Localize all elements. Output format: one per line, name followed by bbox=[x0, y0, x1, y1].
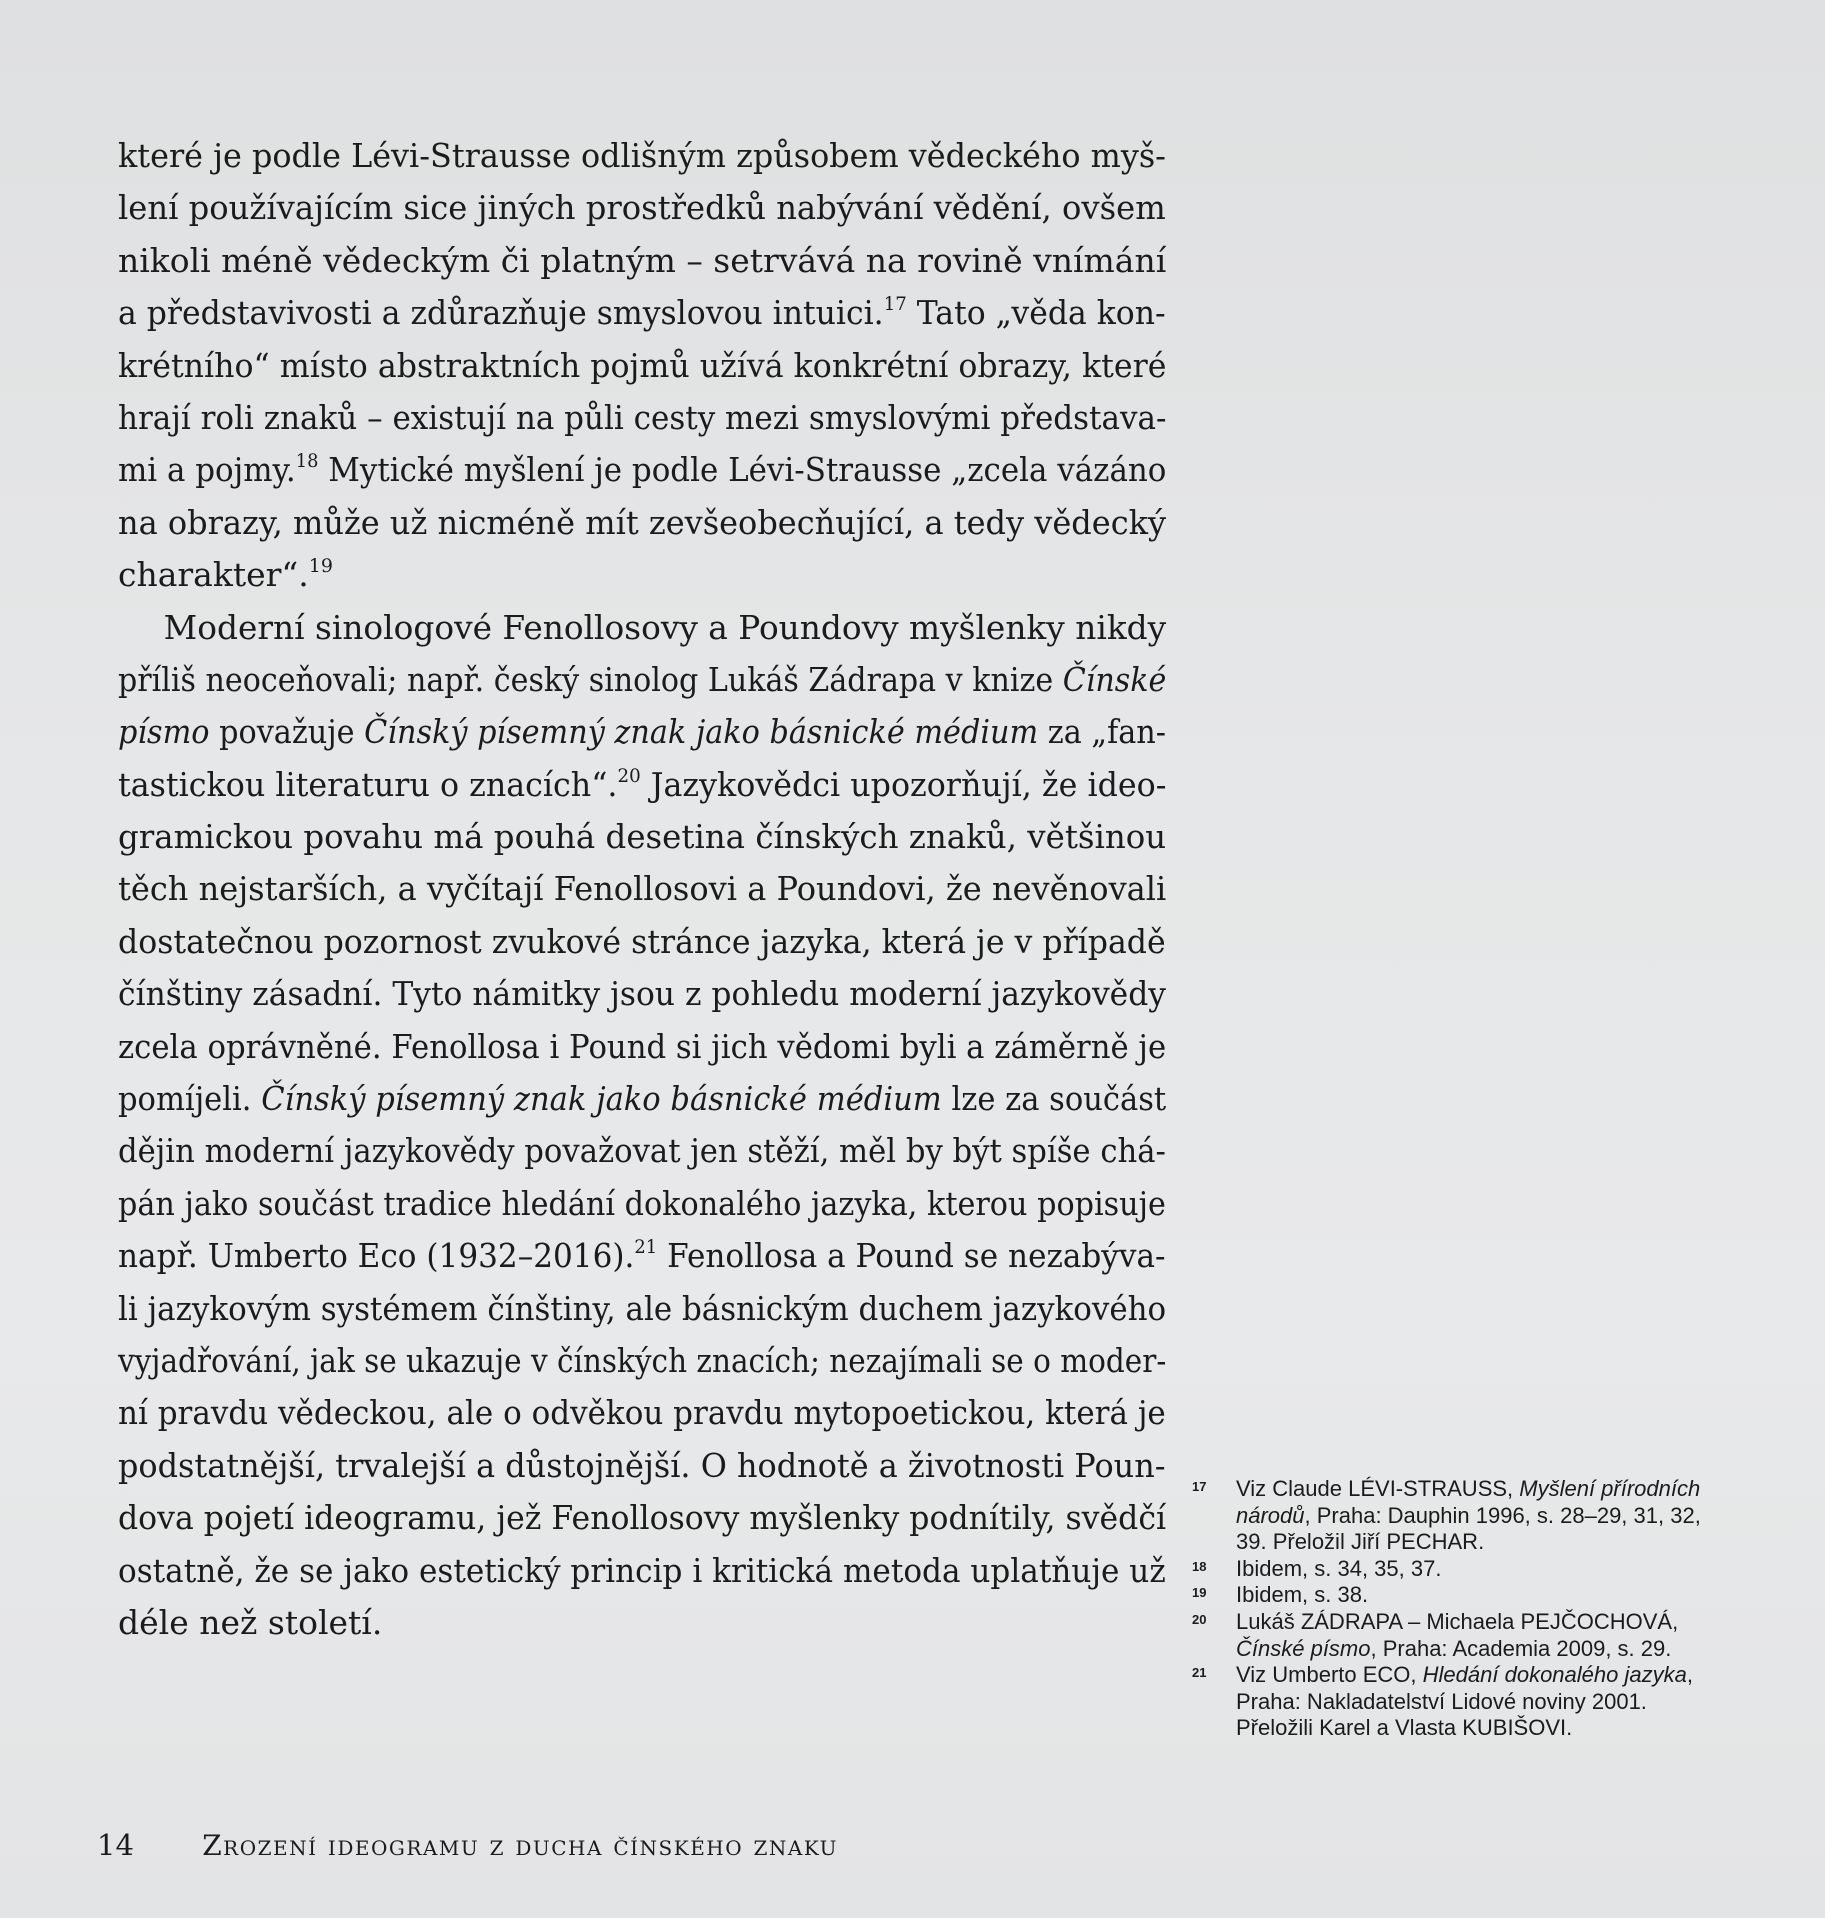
footnote-ref-19[interactable]: 19 bbox=[308, 555, 333, 578]
text-line: dějin moderní jazykovědy považovat jen stěží, měl by být spíše chá- bbox=[118, 1131, 1166, 1171]
text-run: považuje bbox=[209, 712, 365, 752]
footnotes bbox=[1192, 1476, 1792, 1742]
text-line: krétního“ místo abstraktních pojmů užívá konkrétní obrazy, které bbox=[118, 345, 1167, 385]
book-title: Čínské bbox=[1062, 659, 1167, 699]
text-line: Moderní sinologové Fenollosovy a Poundovy myšlenky nikdy bbox=[163, 607, 1167, 647]
text-line: zcela oprávněné. Fenollosa i Pound si jich vědomi byli a záměrně je bbox=[118, 1026, 1167, 1066]
text-line: ní pravdu vědeckou, ale o odvěkou pravdu mytopoetickou, která je bbox=[118, 1393, 1166, 1433]
text-line: vyjadřování, jak se ukazuje v čínských znacích; nezajímali se o moder- bbox=[118, 1340, 1167, 1380]
text-run: příliš neoceňovali; např. český sinolog Lukáš Zádrapa v knize bbox=[118, 659, 1063, 699]
text-run: a představivosti a zdůrazňuje smyslovou intuici. bbox=[118, 293, 884, 333]
text-run: Jazykovědci upozorňují, že ideo- bbox=[640, 764, 1167, 804]
book-title: Čínský písemný znak jako básnické médium bbox=[364, 712, 1039, 752]
footnote-ref-18[interactable]: 18 bbox=[295, 450, 319, 473]
text-line bbox=[118, 287, 1166, 339]
footnote-17 bbox=[1192, 1476, 1792, 1556]
text-line bbox=[118, 444, 1167, 496]
text-line: nikoli méně vědeckým či platným – setrvává na rovině vnímání bbox=[118, 240, 1167, 280]
text-run: Tato „věda kon- bbox=[906, 293, 1166, 333]
footnote-21 bbox=[1192, 1662, 1792, 1742]
footnote-line: Lukáš ZÁDRAPA – Michaela PEJČOCHOVÁ, bbox=[1236, 1608, 1679, 1634]
text-line: gramickou povahu má pouhá desetina čínských znaků, většinou bbox=[118, 817, 1167, 857]
book-title: národů bbox=[1236, 1502, 1305, 1528]
book-title: Myšlení přírodních bbox=[1519, 1476, 1701, 1501]
text-line: dostatečnou pozornost zvukové stránce jazyka, která je v případě bbox=[118, 921, 1166, 961]
text-line: déle než století. bbox=[118, 1602, 383, 1642]
text-run: tastickou literaturu o znacích“. bbox=[118, 764, 618, 804]
footnote-ref-21[interactable]: 21 bbox=[634, 1236, 658, 1259]
text-line: pán jako součást tradice hledání dokonalého jazyka, kterou popisuje bbox=[118, 1183, 1166, 1223]
text-run: , Praha: Academia 2009, s. 29. bbox=[1370, 1635, 1672, 1661]
footnote-18 bbox=[1192, 1556, 1792, 1583]
text-line bbox=[118, 654, 1167, 706]
footnote-line: Ibidem, s. 38. bbox=[1236, 1582, 1369, 1608]
text-run: Fenollosa a Pound se nezabýva- bbox=[657, 1236, 1166, 1276]
text-run: lze za součást bbox=[941, 1079, 1167, 1119]
text-run: za „fan- bbox=[1038, 712, 1167, 752]
text-line: hrají roli znaků – existují na půli cesty mezi smyslovými představa- bbox=[118, 397, 1167, 437]
text-run: , bbox=[1686, 1662, 1693, 1688]
footnote-number: 18 bbox=[1192, 1558, 1207, 1574]
text-line bbox=[118, 706, 1167, 758]
text-line: které je podle Lévi-Strausse odlišným způsobem vědeckého myš- bbox=[118, 136, 1166, 175]
footnote-number: 20 bbox=[1192, 1611, 1207, 1627]
text-line bbox=[118, 1073, 1167, 1125]
text-line bbox=[118, 549, 1166, 601]
footnote-line: Praha: Nakladatelství Lidové noviny 2001. bbox=[1236, 1688, 1647, 1714]
footnote-line: 39. Přeložil Jiří PECHAR. bbox=[1236, 1529, 1485, 1555]
footnote-line bbox=[1236, 1476, 1792, 1503]
text-line: na obrazy, může už nicméně mít zevšeobecňující, a tedy vědecký bbox=[118, 502, 1167, 542]
text-line: čínštiny zásadní. Tyto námitky jsou z pohledu moderní jazykovědy bbox=[118, 974, 1166, 1014]
text-line: těch nejstarších, a vyčítají Fenollosovi a Poundovi, že nevěnovali bbox=[118, 869, 1167, 909]
footnote-19 bbox=[1192, 1582, 1792, 1609]
book-title: písmo bbox=[118, 712, 210, 752]
body-text bbox=[118, 130, 1166, 1649]
text-run: Viz Umberto ECO, bbox=[1236, 1662, 1423, 1688]
text-run: Mytické myšlení je podle Lévi-Strausse „zcela vázáno bbox=[318, 450, 1167, 490]
footnote-ref-17[interactable]: 17 bbox=[883, 293, 907, 316]
text-run: mi a pojmy. bbox=[118, 450, 296, 490]
footnote-line bbox=[1236, 1636, 1792, 1663]
text-line: ostatně, že se jako estetický princip i kritická metoda uplatňuje už bbox=[118, 1550, 1166, 1590]
text-line bbox=[118, 759, 1167, 811]
running-footer bbox=[97, 1828, 838, 1862]
text-line: lení používajícím sice jiných prostředků nabývání vědění, ovšem bbox=[118, 188, 1166, 228]
running-title: Zrození ideogramu z ducha čínského znaku bbox=[202, 1829, 838, 1862]
footnote-20 bbox=[1192, 1609, 1792, 1662]
text-line: podstatnější, trvalejší a důstojnější. O hodnotě a životnosti Poun- bbox=[118, 1445, 1166, 1485]
text-run: např. Umberto Eco (1932–2016). bbox=[118, 1236, 635, 1276]
footnote-line bbox=[1236, 1662, 1792, 1689]
text-run: pomíjeli. bbox=[118, 1079, 262, 1119]
text-line: li jazykovým systémem čínštiny, ale básnickým duchem jazykového bbox=[118, 1288, 1167, 1328]
page-number: 14 bbox=[97, 1828, 134, 1862]
footnote-line: Ibidem, s. 34, 35, 37. bbox=[1236, 1555, 1442, 1581]
book-title: Čínský písemný znak jako básnické médium bbox=[261, 1079, 942, 1119]
text-line: dova pojetí ideogramu, jež Fenollosovy myšlenky podnítily, svědčí bbox=[118, 1498, 1167, 1538]
footnote-number: 19 bbox=[1192, 1585, 1207, 1601]
book-title: Čínské písmo bbox=[1236, 1635, 1371, 1661]
footnote-number: 17 bbox=[1192, 1479, 1207, 1494]
text-line bbox=[118, 1230, 1166, 1282]
footnote-line: Přeložili Karel a Vlasta KUBIŠOVI. bbox=[1236, 1715, 1573, 1741]
text-run: , Praha: Dauphin 1996, s. 28–29, 31, 32, bbox=[1304, 1502, 1701, 1528]
text-run: charakter“. bbox=[118, 555, 309, 595]
book-title: Hledání dokonalého jazyka bbox=[1422, 1662, 1687, 1688]
footnote-line bbox=[1236, 1503, 1792, 1530]
footnote-number: 21 bbox=[1192, 1665, 1207, 1681]
text-run: Viz Claude LÉVI-STRAUSS, bbox=[1236, 1476, 1520, 1501]
footnote-ref-20[interactable]: 20 bbox=[617, 764, 641, 787]
